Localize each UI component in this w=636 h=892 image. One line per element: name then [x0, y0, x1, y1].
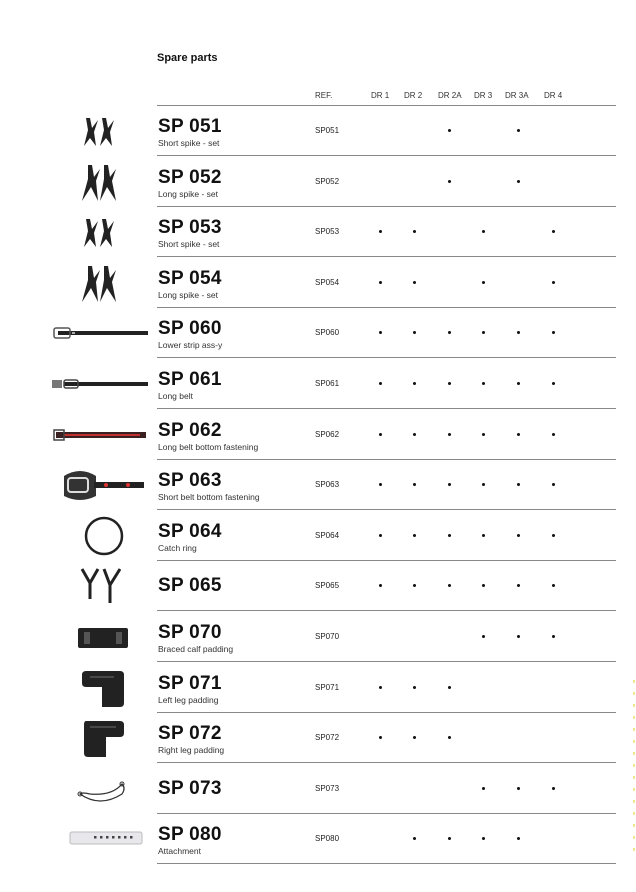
- ring-icon: [50, 515, 150, 557]
- part-code: SP 071: [158, 672, 222, 694]
- compat-dot: [517, 837, 520, 840]
- compat-dot: [517, 129, 520, 132]
- compat-dot: [552, 635, 555, 638]
- table-row: [0, 106, 636, 156]
- header-dr3: DR 3: [474, 91, 493, 100]
- part-ref: SP073: [315, 783, 340, 793]
- compat-dot: [552, 230, 555, 233]
- part-description: Long spike - set: [158, 289, 219, 300]
- table-row: [0, 207, 636, 257]
- part-code: SP 051: [158, 116, 222, 137]
- compat-dot: [379, 433, 382, 436]
- compat-dot: [379, 382, 382, 385]
- compat-dot: [517, 331, 520, 334]
- table-row: [0, 663, 636, 713]
- compat-dot: [413, 331, 416, 334]
- compat-dot: [517, 433, 520, 436]
- compat-dot: [552, 483, 555, 486]
- strip-icon: [50, 312, 150, 354]
- belt-icon: [50, 363, 150, 405]
- buckle-belt-icon: [50, 464, 150, 506]
- compat-dot: [552, 787, 555, 790]
- compat-dot: [517, 584, 520, 587]
- part-ref: SP071: [315, 682, 340, 692]
- table-row: [0, 258, 636, 308]
- part-description: Short spike - set: [158, 138, 220, 148]
- attachment-icon: [50, 818, 150, 860]
- header-dr3a: DR 3A: [505, 91, 529, 100]
- part-code: SP 080: [158, 824, 222, 846]
- part-description: Braced calf padding: [158, 644, 234, 654]
- compat-dot: [482, 534, 485, 537]
- table-row: [0, 612, 636, 662]
- part-ref: SP062: [315, 429, 340, 439]
- compat-dot: [448, 180, 451, 183]
- compat-dot: [413, 230, 416, 233]
- compat-dot: [482, 230, 485, 233]
- part-code: SP 070: [158, 622, 222, 643]
- y-clip-icon: [50, 565, 150, 607]
- compat-dot: [517, 382, 520, 385]
- compat-dot: [448, 129, 451, 132]
- compat-dot: [517, 635, 520, 638]
- compat-dot: [448, 483, 451, 486]
- header-ref: REF.: [315, 91, 333, 100]
- compat-dot: [552, 433, 555, 436]
- part-description: Long spike - set: [158, 188, 219, 199]
- compat-dot: [413, 483, 416, 486]
- compat-dot: [482, 382, 485, 385]
- part-ref: SP053: [315, 227, 340, 237]
- part-description: Catch ring: [158, 542, 197, 553]
- compat-dot: [379, 230, 382, 233]
- part-code: SP 063: [158, 470, 222, 492]
- row-divider: [157, 863, 616, 864]
- compat-dot: [413, 281, 416, 284]
- compat-dot: [552, 281, 555, 284]
- compat-dot: [413, 382, 416, 385]
- calf-pad-icon: [50, 616, 150, 658]
- compat-dot: [448, 837, 451, 840]
- part-description: Long belt bottom fastening: [158, 441, 259, 452]
- part-code: SP 073: [158, 777, 222, 799]
- compat-dot: [413, 686, 416, 689]
- part-code: SP 064: [158, 520, 222, 542]
- compat-dot: [379, 331, 382, 334]
- part-code: SP 072: [158, 723, 222, 745]
- compat-dot: [552, 584, 555, 587]
- table-row: [0, 410, 636, 460]
- compat-dot: [482, 281, 485, 284]
- part-code: SP 052: [158, 166, 222, 188]
- part-ref: SP065: [315, 581, 340, 591]
- part-description: Short spike - set: [158, 239, 220, 250]
- page-edge-mark: [633, 680, 635, 860]
- table-row: [0, 460, 636, 510]
- compat-dot: [517, 534, 520, 537]
- compat-dot: [482, 433, 485, 436]
- part-ref: SP080: [315, 834, 340, 844]
- compat-dot: [448, 534, 451, 537]
- part-code: SP 061: [158, 369, 222, 390]
- compat-dot: [379, 281, 382, 284]
- left-pad-icon: [50, 667, 150, 709]
- compat-dot: [517, 180, 520, 183]
- long-spike-icon: [50, 161, 150, 203]
- compat-dot: [448, 736, 451, 739]
- part-ref: SP052: [315, 176, 340, 186]
- compat-dot: [552, 382, 555, 385]
- red-belt-icon: [50, 414, 150, 456]
- compat-dot: [448, 584, 451, 587]
- part-code: SP 054: [158, 267, 222, 289]
- part-ref: SP070: [315, 632, 340, 641]
- part-description: Lower strip ass-y: [158, 340, 223, 351]
- compat-dot: [448, 433, 451, 436]
- part-description: Right leg padding: [158, 745, 225, 756]
- long-spike-icon: [50, 262, 150, 304]
- compat-dot: [552, 534, 555, 537]
- part-description: Short belt bottom fastening: [158, 492, 260, 503]
- part-ref: SP064: [315, 530, 340, 540]
- header-dr2: DR 2: [404, 91, 423, 100]
- compat-dot: [482, 584, 485, 587]
- part-ref: SP061: [315, 379, 340, 388]
- table-row: [0, 713, 636, 763]
- compat-dot: [448, 331, 451, 334]
- compat-dot: [379, 483, 382, 486]
- compat-dot: [379, 686, 382, 689]
- compat-dot: [448, 686, 451, 689]
- compat-dot: [482, 483, 485, 486]
- compat-dot: [413, 837, 416, 840]
- table-row: [0, 511, 636, 561]
- compat-dot: [482, 635, 485, 638]
- compat-dot: [482, 331, 485, 334]
- compat-dot: [552, 331, 555, 334]
- table-row: [0, 561, 636, 611]
- part-ref: SP051: [315, 126, 340, 135]
- part-description: Left leg padding: [158, 694, 219, 705]
- part-description: Long belt: [158, 391, 193, 401]
- header-dr1: DR 1: [371, 91, 390, 100]
- part-code: SP 062: [158, 419, 222, 441]
- header-dr4: DR 4: [544, 91, 563, 100]
- compat-dot: [482, 787, 485, 790]
- part-code: SP 060: [158, 318, 222, 340]
- part-ref: SP072: [315, 733, 340, 743]
- compat-dot: [517, 483, 520, 486]
- compat-dot: [413, 584, 416, 587]
- compat-dot: [379, 736, 382, 739]
- header-dr2a: DR 2A: [438, 91, 462, 100]
- part-ref: SP063: [315, 480, 340, 490]
- compat-dot: [482, 837, 485, 840]
- compat-dot: [448, 382, 451, 385]
- table-row: [0, 359, 636, 409]
- part-description: Attachment: [158, 846, 201, 857]
- part-ref: SP054: [315, 277, 340, 287]
- short-spike-icon: [50, 110, 150, 152]
- part-code: SP 053: [158, 217, 222, 239]
- right-pad-icon: [50, 717, 150, 759]
- part-ref: SP060: [315, 328, 340, 338]
- page-title: Spare parts: [157, 52, 218, 64]
- part-code: SP 065: [158, 575, 222, 597]
- short-spike-icon: [50, 211, 150, 253]
- table-row: [0, 308, 636, 358]
- cable-icon: [50, 768, 150, 810]
- table-row: [0, 814, 636, 864]
- compat-dot: [413, 736, 416, 739]
- table-row: [0, 764, 636, 814]
- table-row: [0, 157, 636, 207]
- compat-dot: [379, 584, 382, 587]
- compat-dot: [379, 534, 382, 537]
- compat-dot: [413, 433, 416, 436]
- compat-dot: [517, 787, 520, 790]
- compat-dot: [413, 534, 416, 537]
